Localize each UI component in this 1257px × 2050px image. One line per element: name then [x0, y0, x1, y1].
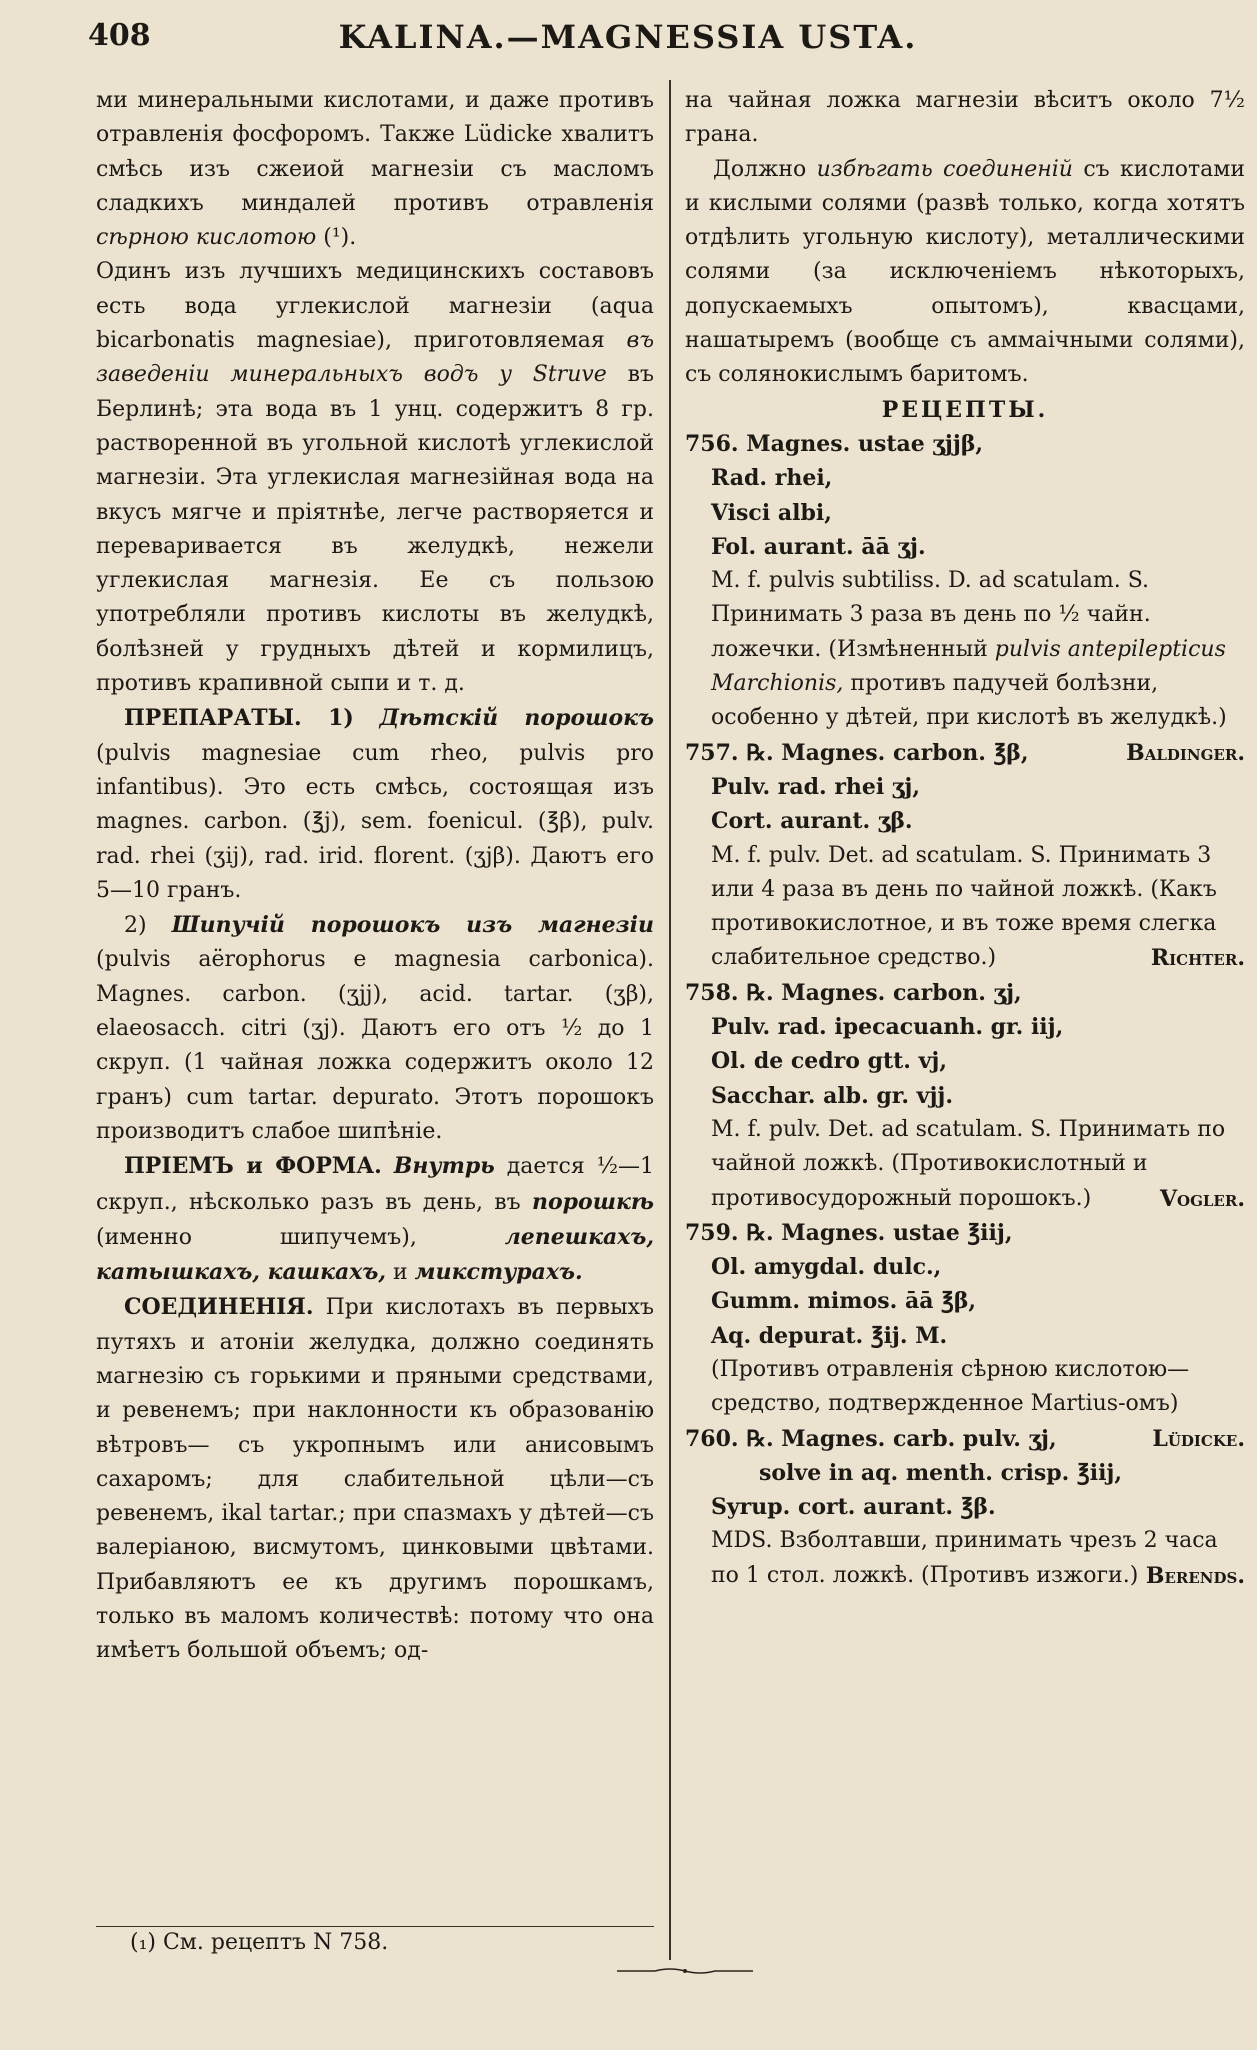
page-header: [88, 18, 1168, 62]
paragraph-effervescent: 2) Шипучій порошокъ изъ магнезіи (pulvis aërophorus e magnesia carbonica). Magnes. carbon. (ʒjj), acid. tartar. (ʒβ), elaeosacch. citri (ʒj). Даютъ его отъ ½ до 1 скруп. (1 чайная ложка содержитъ около 12 гранъ) cum tartar. depurato. Этотъ порошокъ производитъ слабое шипѣніе.: [96, 912, 654, 1144]
paragraph-avoid: Должно избѣгать соединеній съ кислотами и кислыми солями (развѣ только, когда хотятъ отдѣлить угольную кислоту), металлическими солями (за исключеніемъ нѣкоторыхъ, допускаемыхъ опытомъ), квасцами, нашатыремъ (вообще съ аммаічными солями), съ солянокислымъ баритомъ.: [685, 156, 1246, 388]
recipe-759: 759. ℞. Magnes. ustae ℥iij, Ol. amygdal. dulc., Gumm. mimos. āā ℥β, Aq. depurat. ℥ij. M. (Противъ отравленія сѣрною кислотою—средство, подтвержденное Martius-омъ) Lüdicke.: [685, 1216, 1245, 1422]
recipe-author: Baldinger.: [1126, 739, 1245, 766]
recipe-number: 759. ℞.: [685, 1219, 774, 1246]
recipe-number: 757. ℞.: [685, 739, 774, 766]
paragraph-preparations: ПРЕПАРАТЫ. 1) Дѣтскій порошокъ (pulvis magnesiae cum rheo, pulvis pro infantibus). Это есть смѣсь, состоящая изъ magnes. carbon. (℥j), sem. foenicul. (℥β), pulv. rad. rhei (ʒij), rad. irid. florent. (ʒjβ). Даютъ его 5—10 гранъ.: [96, 705, 654, 903]
recipe-number: 760. ℞.: [685, 1425, 774, 1452]
recipe-756: 756. Magnes. ustae ʒjjβ, Rad. rhei, Visci albi, Fol. aurant. āā ʒj. M. f. pulvis subtiliss. D. ad scatulam. S. Принимать 3 раза въ день по ½ чайн. ложечки. (Измѣненный pulvis antepilepticus Marchionis, противъ падучей болѣзни, особенно у дѣтей, при кислотѣ въ желудкѣ.) Baldinger.: [685, 427, 1245, 736]
recipe-author: Richter.: [1150, 945, 1245, 972]
paragraph-continued: на чайная ложка магнезіи вѣситъ около 7½ грана.: [685, 88, 1245, 148]
page-number: 408: [88, 18, 151, 53]
left-column: [96, 84, 654, 1669]
recipe-number: 756.: [685, 430, 739, 457]
paragraph-dose: ПРІЕМЪ и ФОРМА. Внутрь дается ½—1 скруп., нѣсколько разъ въ день, въ порошкѣ (именно шипучемъ), лепешкахъ, катышкахъ, кашкахъ, и микстурахъ.: [96, 1153, 655, 1286]
right-column: [685, 84, 1245, 1593]
recipes-heading: РЕЦЕПТЫ.: [881, 396, 1049, 423]
paragraph-phosphorus: ми минеральными кислотами, и даже противъ отравленія фосфоромъ. Также Lüdicke хвалитъ смѣсь изъ сжеиой магнезіи съ масломъ сладкихъ миндалей противъ отравленія сѣрною кислотою (¹).: [96, 88, 654, 251]
paragraph-aqua-bicarbonatis: Одинъ изъ лучшихъ медицинскихъ составовъ есть вода углекислой магнезіи (aqua bicarbonatis magnesiae), приготовляемая въ заведеніи минеральныхъ водъ у Struve въ Берлинѣ; эта вода въ 1 унц. содержитъ 8 гр. растворенной въ угольной кислотѣ углекислой магнезіи. Эта углекислая магнезійная вода на вкусъ мягче и пріятнѣе, легче растворяется и переваривается въ желудкѣ, нежели углекислая магнезія. Ее съ пользою употребляли противъ кислоты въ желудкѣ, болѣзней у грудныхъ дѣтей и кормилицъ, противъ крапивной сыпи и т. д.: [96, 259, 654, 697]
end-ornament-icon: [615, 1966, 755, 1976]
footnote: (₁) См. рецептъ N 758.: [130, 1930, 389, 1955]
recipe-author: Berends.: [1145, 1562, 1245, 1589]
recipe-758: 758. ℞. Magnes. carbon. ʒj, Pulv. rad. ipecacuanh. gr. iij, Ol. de cedro gtt. vj, Sacchar. alb. gr. vjj. M. f. pulv. Det. ad scatulam. S. Принимать по чайной ложкѣ. (Противокислотный и противосудорожный порошокъ.) Vogler.: [685, 976, 1245, 1216]
footnote-rule: [96, 1926, 654, 1927]
recipe-author: Lüdicke.: [1152, 1425, 1245, 1452]
recipe-author: Vogler.: [1159, 1185, 1245, 1212]
paragraph-combinations: СОЕДИНЕНІЯ. При кислотахъ въ первыхъ путяхъ и атоніи желудка, должно соединять магнезію съ горькими и пряными средствами, и ревенемъ; при наклонности къ образованію вѣтровъ— съ укропнымъ или анисовымъ сахаромъ; для слабительной цѣли—съ ревенемъ, ikal tartar.; при спазмахъ у дѣтей—съ валеріаною, висмутомъ, цинковыми цвѣтами. Прибавляютъ ее къ другимъ порошкамъ, только въ маломъ количествѣ: потому что она имѣетъ большой объемъ; од-: [96, 1294, 654, 1664]
recipe-number: 758. ℞.: [685, 979, 774, 1006]
running-head: KALINA.—MAGNESSIA USTA.: [338, 18, 918, 56]
recipe-757: 757. ℞. Magnes. carbon. ℥β, Pulv. rad. rhei ʒj, Cort. aurant. ʒβ. M. f. pulv. Det. ad scatulam. S. Принимать 3 или 4 раза въ день по чайной ложкѣ. (Какъ противокислотное, и въ тоже время слегка слабительное средство.) Richter.: [685, 736, 1245, 976]
column-divider: [669, 80, 671, 1960]
recipe-760: 760. ℞. Magnes. carb. pulv. ʒj, solve in aq. menth. crisp. ℥iij, Syrup. cort. aurant. ℥β. MDS. Взболтавши, принимать чрезъ 2 часа по 1 стол. ложкѣ. (Противъ изжоги.) Berends.: [685, 1422, 1245, 1593]
